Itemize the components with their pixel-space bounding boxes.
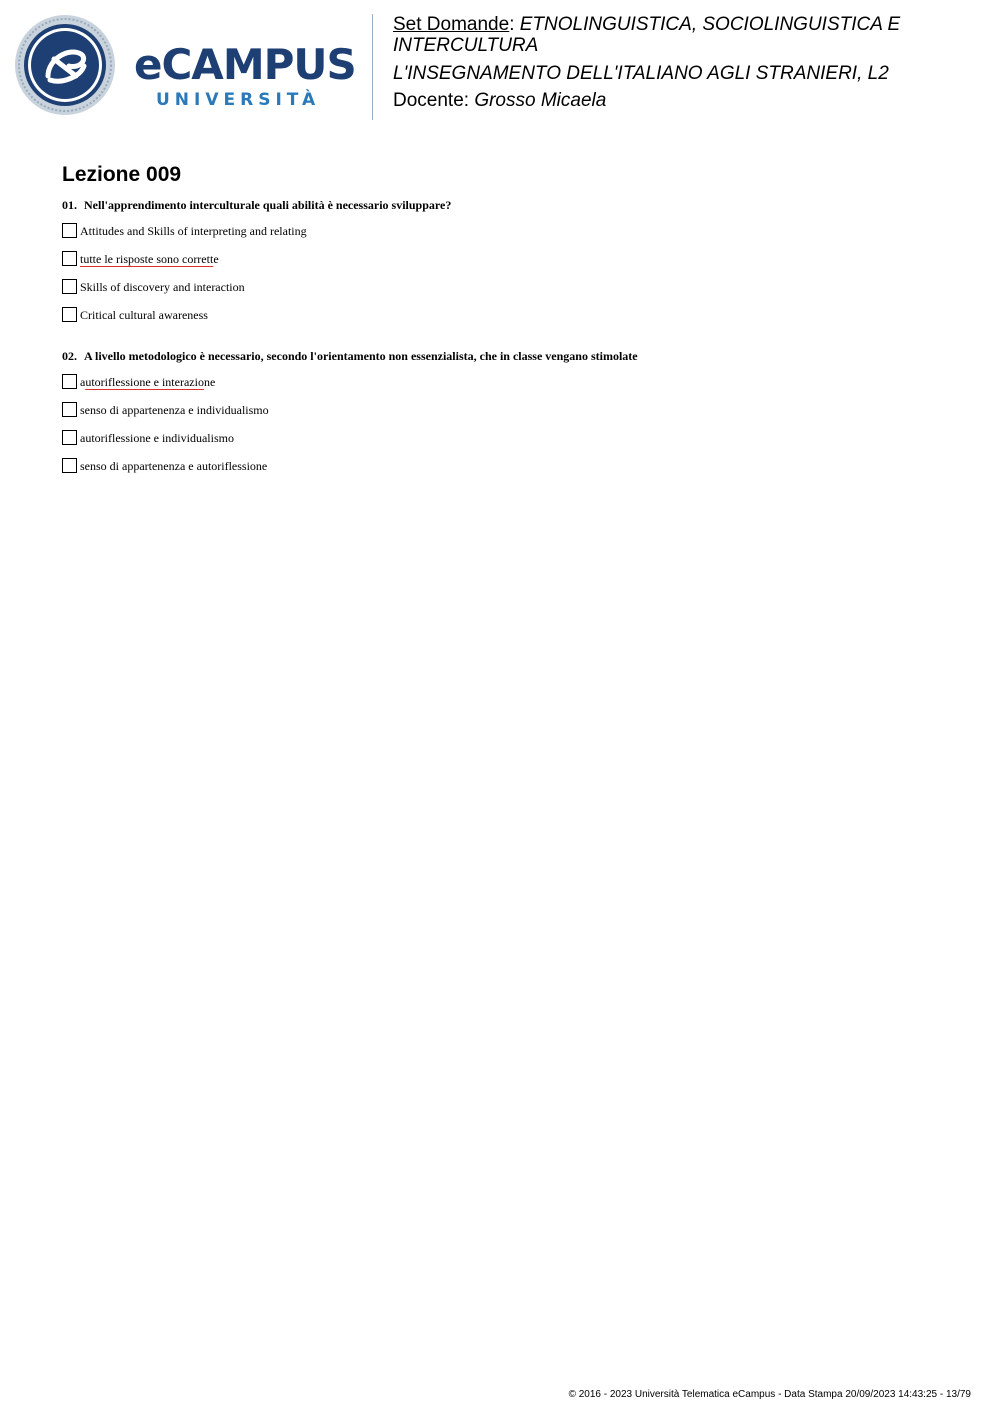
header-divider	[372, 14, 373, 120]
question-number: 01.	[62, 198, 77, 212]
question-text	[62, 348, 962, 364]
answer-option[interactable]	[62, 430, 962, 446]
answer-label: senso di appartenenza e individualismo	[80, 403, 269, 417]
answer-option[interactable]	[62, 251, 962, 267]
question-number: 02.	[62, 349, 77, 363]
question-prompt: Nell'apprendimento interculturale quali abilità è necessario sviluppare?	[84, 198, 452, 212]
answer-checkbox[interactable]	[62, 307, 77, 322]
ecampus-logo	[14, 14, 359, 118]
teacher-name: Grosso Micaela	[474, 90, 607, 111]
question-set-line	[393, 14, 973, 35]
answer-checkbox[interactable]	[62, 279, 77, 294]
answer-option[interactable]	[62, 223, 962, 239]
page-footer: © 2016 - 2023 Università Telematica eCampus - Data Stampa 20/09/2023 14:43:25 - 13/79	[568, 1389, 971, 1400]
answer-option[interactable]	[62, 402, 962, 418]
answer-label: Critical cultural awareness	[80, 308, 208, 322]
course-title: L'INSEGNAMENTO DELL'ITALIANO AGLI STRANIERI, L2	[393, 63, 889, 84]
answer-option[interactable]	[62, 374, 962, 390]
question-prompt: A livello metodologico è necessario, secondo l'orientamento non essenzialista, che in classe vengano stimolate	[84, 349, 638, 363]
answer-label: Attitudes and Skills of interpreting and relating	[80, 224, 307, 238]
answer-option[interactable]	[62, 458, 962, 474]
logo-subtitle: UNIVERSITÀ	[156, 90, 321, 110]
teacher-line	[393, 90, 973, 111]
question-text	[62, 197, 962, 213]
answer-checkbox[interactable]	[62, 374, 77, 389]
answer-checkbox[interactable]	[62, 223, 77, 238]
answer-label: tutte le risposte sono corrette	[80, 252, 219, 266]
question-set-value: ETNOLINGUISTICA, SOCIOLINGUISTICA E	[519, 14, 901, 35]
answer-checkbox[interactable]	[62, 402, 77, 417]
answer-label: Skills of discovery and interaction	[80, 280, 245, 294]
university-seal-icon	[14, 14, 116, 116]
answer-label: autoriflessione e interazione	[80, 375, 216, 389]
answer-label: autoriflessione e individualismo	[80, 431, 234, 445]
answer-option[interactable]	[62, 307, 962, 323]
question-01	[62, 197, 962, 323]
header-info	[393, 14, 973, 111]
spellcheck-underline: tutte le risposte sono corrett	[80, 252, 214, 266]
logo-wordmark: eCAMPUS	[134, 40, 356, 89]
lesson-title: Lezione 009	[62, 163, 182, 186]
answer-checkbox[interactable]	[62, 430, 77, 445]
question-set-separator: :	[509, 14, 520, 35]
question-set-label: Set Domande	[393, 14, 510, 35]
teacher-label: Docente:	[393, 90, 475, 111]
question-set-line-2	[393, 35, 973, 56]
answer-option[interactable]	[62, 279, 962, 295]
spellcheck-underline: utoriflessione e interazio	[85, 375, 204, 389]
answer-checkbox[interactable]	[62, 251, 77, 266]
question-set-value-continued: INTERCULTURA	[393, 35, 539, 56]
question-02	[62, 348, 962, 474]
answer-checkbox[interactable]	[62, 458, 77, 473]
answer-label: senso di appartenenza e autoriflessione	[80, 459, 268, 473]
